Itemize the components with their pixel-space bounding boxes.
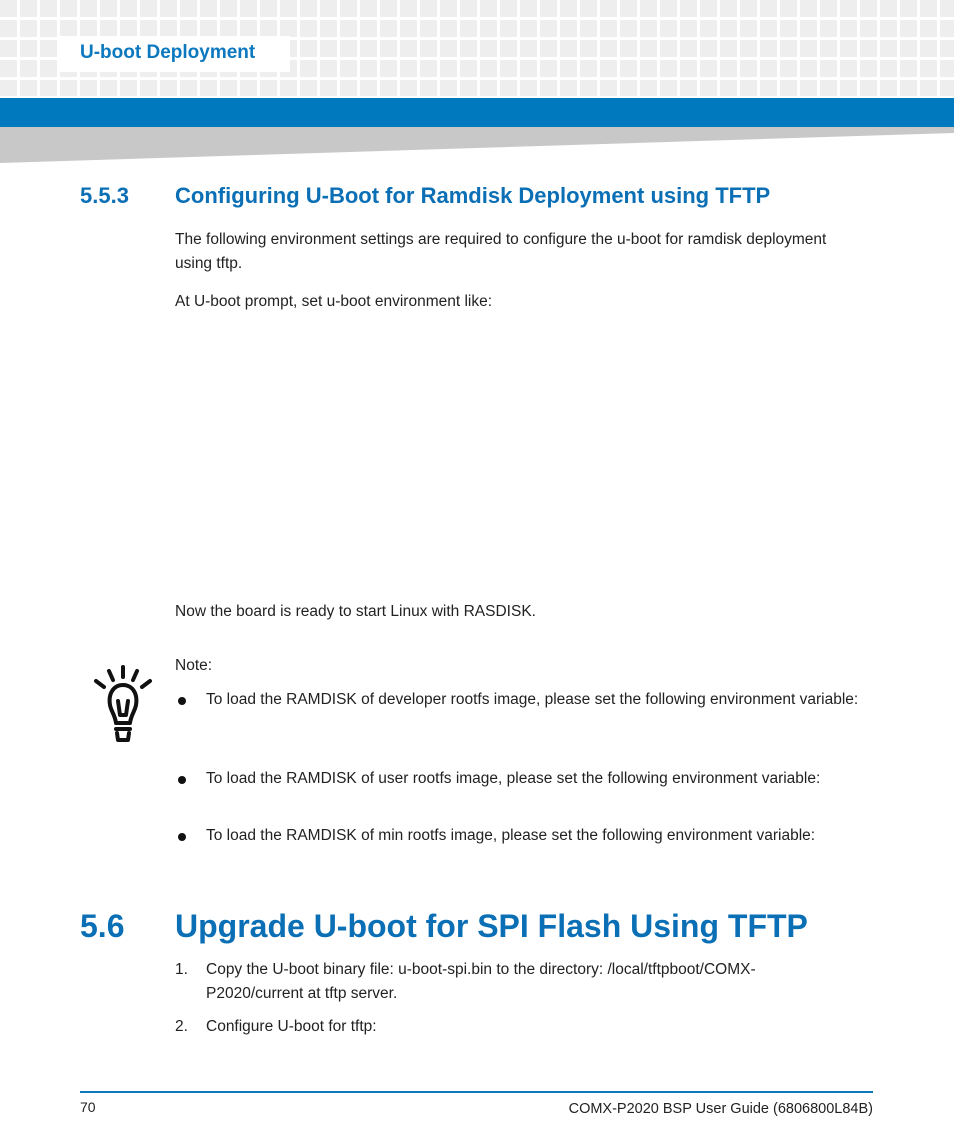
note-label: Note: xyxy=(175,657,213,674)
note-item-text: To load the RAMDISK of developer rootfs image, please set the following environment variable: xyxy=(206,691,859,708)
step-number: 2. xyxy=(175,1018,188,1035)
step-text: Configure U-boot for tftp: xyxy=(206,1018,377,1035)
section-number: 5.5.3 xyxy=(80,183,129,208)
header-accent-bar xyxy=(0,98,954,127)
section-title: Upgrade U-boot for SPI Flash Using TFTP xyxy=(175,908,808,944)
note-item-text: To load the RAMDISK of user rootfs image, please set the following environment variable: xyxy=(206,770,821,787)
section-title: Configuring U-Boot for Ramdisk Deployment using TFTP xyxy=(175,183,771,208)
note-item-text: To load the RAMDISK of min rootfs image, please set the following environment variable: xyxy=(206,827,816,844)
bullet-dot xyxy=(178,697,186,705)
running-header: U-boot Deployment xyxy=(80,42,256,63)
bullet-dot xyxy=(178,833,186,841)
section-number: 5.6 xyxy=(80,908,125,944)
header-gray-wedge xyxy=(0,127,954,163)
intro-paragraph: The following environment settings are required to configure the u-boot for ramdisk deployment using tftp. xyxy=(175,231,827,272)
prompt-paragraph: At U-boot prompt, set u-boot environment like: xyxy=(175,293,493,310)
lightbulb-icon xyxy=(92,665,154,745)
step-text: Copy the U-boot binary file: u-boot-spi.bin to the directory: /local/tftpboot/COMX-P2020/current at tftp server. xyxy=(206,961,756,1002)
footer-rule xyxy=(80,1091,873,1093)
document-title: COMX-P2020 BSP User Guide (6806800L84B) xyxy=(568,1101,873,1117)
step-number: 1. xyxy=(175,961,188,978)
bullet-dot xyxy=(178,776,186,784)
page-number: 70 xyxy=(80,1099,96,1115)
ready-paragraph: Now the board is ready to start Linux with RASDISK. xyxy=(175,603,536,620)
